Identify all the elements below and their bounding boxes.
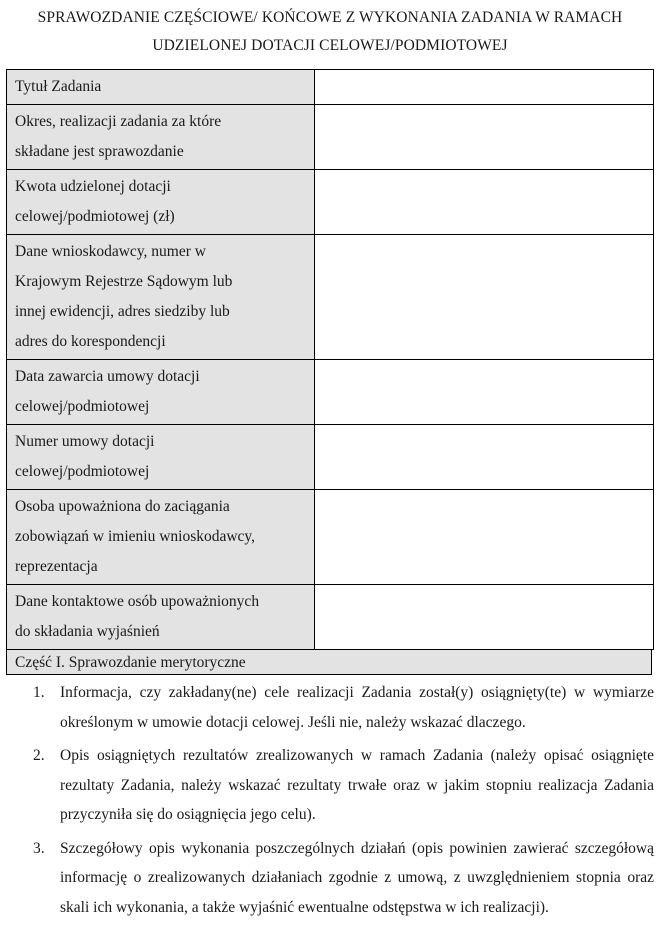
form-row-agreement-number	[7, 425, 654, 490]
label-line: Data zawarcia umowy dotacji	[15, 368, 200, 385]
report-form-table	[6, 69, 654, 650]
amount-field[interactable]	[315, 170, 654, 235]
label-line: innej ewidencji, adres siedziby lub	[15, 303, 230, 320]
section-item-list	[0, 678, 654, 926]
authorized-person-field[interactable]	[315, 490, 654, 585]
label-line: składane jest sprawozdanie	[15, 143, 184, 160]
contact-field[interactable]	[315, 585, 654, 650]
label-line: Dane wnioskodawcy, numer w	[15, 243, 206, 260]
agreement-date-field[interactable]	[315, 360, 654, 425]
item-text: Informacja, czy zakładany(ne) cele realizacji Zadania został(y) osiągnięty(te) w wymiarze określonym w umowie dotacji celowej. Jeśli nie, należy wskazać dlaczego.	[60, 684, 654, 731]
document-title	[0, 4, 660, 60]
label-line: reprezentacja	[15, 558, 98, 575]
section-heading: Część I. Sprawozdanie merytoryczne	[6, 649, 652, 675]
label-line: Numer umowy dotacji	[15, 433, 155, 450]
field-label	[7, 490, 315, 585]
field-label	[7, 425, 315, 490]
form-row-applicant	[7, 235, 654, 360]
item-number: 1.	[33, 684, 45, 701]
field-label	[7, 360, 315, 425]
label-line: Tytuł Zadania	[15, 78, 102, 95]
form-row-agreement-date	[7, 360, 654, 425]
item-text: Szczegółowy opis wykonania poszczególnych działań (opis powinien zawierać szczegółową informację o zrealizowanych działaniach zgodnie z umową, z uwzględnieniem stopnia oraz skali ich wykonania, a także wyjaśnić ewentualne odstępstwa w ich realizacji).	[60, 839, 654, 916]
label-line: Kwota udzielonej dotacji	[15, 178, 171, 195]
form-row-authorized-person	[7, 490, 654, 585]
label-line: celowej/podmiotowej	[15, 398, 150, 415]
label-line: do składania wyjaśnień	[15, 623, 160, 640]
item-text: Opis osiągniętych rezultatów zrealizowanych w ramach Zadania (należy opisać osiągnięte rezultaty Zadania, należy wskazać rezultaty trwałe oraz w jakim stopniu realizacja Zadania przyczyniła się do osiągnięcia jego celu).	[60, 747, 654, 823]
field-label	[7, 105, 315, 170]
applicant-field[interactable]	[315, 235, 654, 360]
form-row-amount	[7, 170, 654, 235]
task-title-field[interactable]	[315, 70, 654, 105]
list-item	[0, 678, 654, 737]
label-line: adres do korespondencji	[15, 333, 166, 350]
label-line: Dane kontaktowe osób upoważnionych	[15, 593, 260, 610]
item-number: 2.	[33, 747, 45, 764]
form-row-period	[7, 105, 654, 170]
field-label	[7, 585, 315, 650]
list-item	[0, 834, 654, 923]
field-label	[7, 170, 315, 235]
form-row-contact	[7, 585, 654, 650]
label-line: celowej/podmiotowej	[15, 463, 150, 480]
label-line: Krajowym Rejestrze Sądowym lub	[15, 273, 233, 290]
label-line: celowej/podmiotowej (zł)	[15, 208, 175, 225]
label-line: Osoba upoważniona do zaciągania	[15, 498, 230, 515]
title-line-2: UDZIELONEJ DOTACJI CELOWEJ/PODMIOTOWEJ	[152, 37, 508, 54]
field-label	[7, 70, 315, 105]
list-item	[0, 741, 654, 830]
item-number: 3.	[33, 839, 45, 857]
agreement-number-field[interactable]	[315, 425, 654, 490]
title-line-1: SPRAWOZDANIE CZĘŚCIOWE/ KOŃCOWE Z WYKONANIA ZADANIA W RAMACH	[37, 9, 623, 26]
period-field[interactable]	[315, 105, 654, 170]
field-label	[7, 235, 315, 360]
label-line: zobowiązań w imieniu wnioskodawcy,	[15, 528, 256, 545]
form-row-task-title	[7, 70, 654, 105]
label-line: Okres, realizacji zadania za które	[15, 113, 222, 130]
